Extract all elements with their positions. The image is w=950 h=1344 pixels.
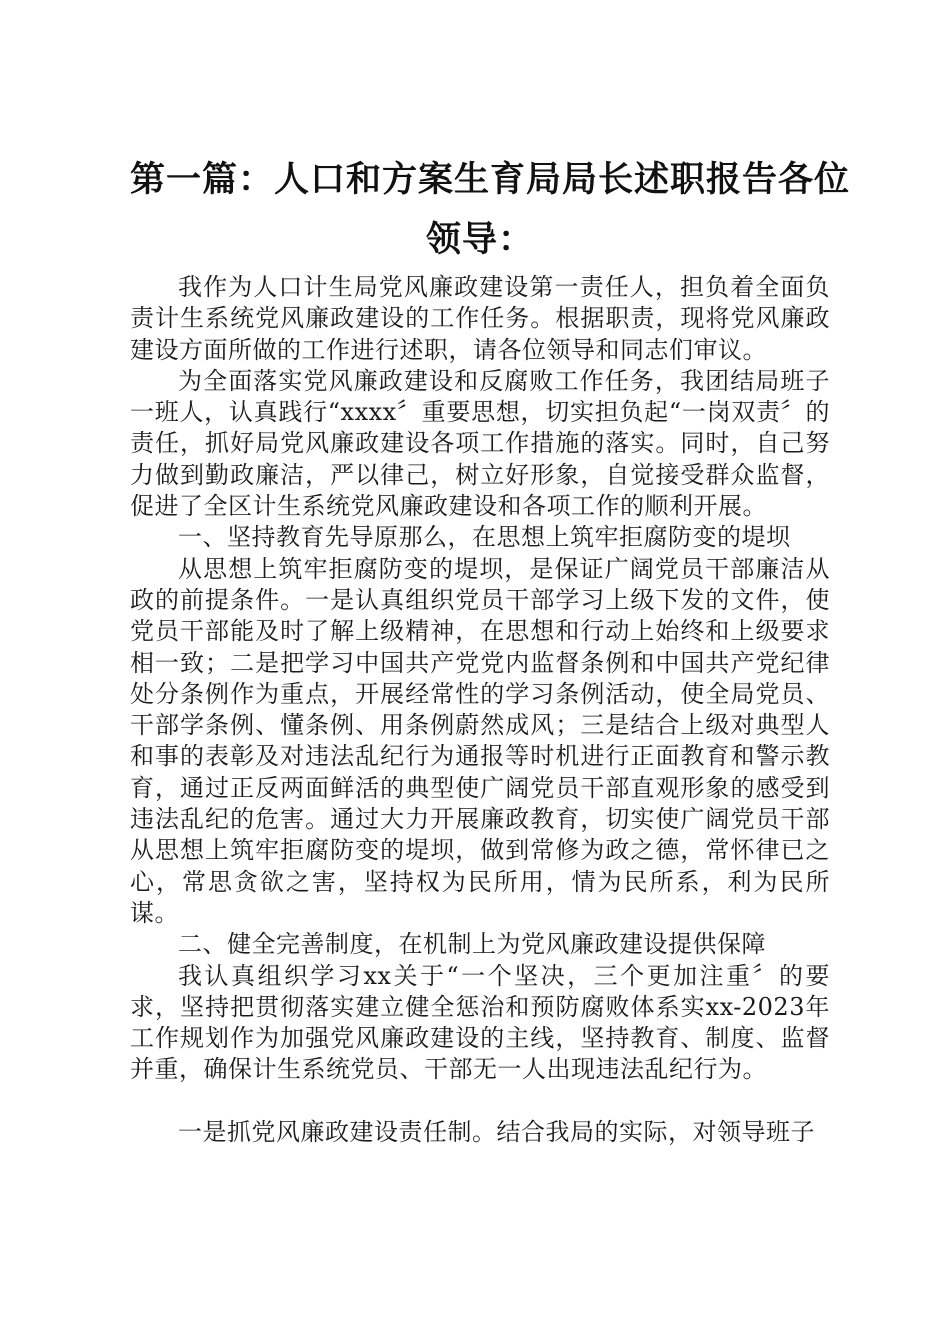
- paragraph-responsibility: 一是抓党风廉政建设责任制。结合我局的实际，对领导班子: [178, 1117, 815, 1146]
- section-heading-1: 一、坚持教育先导原那么，在思想上筑牢拒腐防变的堤坝: [178, 523, 791, 552]
- paragraph-system: 我认真组织学习xx关于“一个坚决，三个更加注重〞的要求，坚持把贯彻落实建立健全惩治和预防腐败体系实xx-2023年工作规划作为加强党风廉政建设的主线，坚持教育、制度、监督并重，确保计生系统党员、干部无一人出现违法乱纪行为。: [130, 961, 830, 1084]
- document-title: [130, 150, 851, 270]
- title-line-1: 第一篇：人口和方案生育局局长述职报告各位: [130, 160, 851, 200]
- document-page: [130, 150, 851, 1148]
- paragraph-intro: 我作为人口计生局党风廉政建设第一责任人，担负着全面负责计生系统党风廉政建设的工作任务。根据职责，现将党风廉政建设方面所做的工作进行述职，请各位领导和同志们审议。: [130, 273, 830, 364]
- title-line-2: 领导：: [425, 220, 534, 260]
- paragraph-education: 从思想上筑牢拒腐防变的堤坝，是保证广阔党员干部廉洁从政的前提条件。一是认真组织党员干部学习上级下发的文件，使党员干部能及时了解上级精神，在思想和行动上始终和上级要求相一致；二是把学习中国共产党党内监督条例和中国共产党纪律处分条例作为重点，开展经常性的学习条例活动，使全局党员、干部学条例、懂条例、用条例蔚然成风；三是结合上级对典型人和事的表彰及对违法乱纪行为通报等时机进行正面教育和警示教育，通过正反两面鲜活的典型使广阔党员干部直观形象的感受到违法乱纪的危害。通过大力开展廉政教育，切实使广阔党员干部从思想上筑牢拒腐防变的堤坝，做到常修为政之德，常怀律已之心，常思贪欲之害，坚持权为民所用，情为民所系，利为民所谋。: [130, 554, 830, 927]
- section-heading-2: 二、健全完善制度，在机制上为党风廉政建设提供保障: [178, 930, 766, 959]
- paragraph-overview: 为全面落实党风廉政建设和反腐败工作任务，我团结局班子一班人，认真践行“xxxx〞重要思想，切实担负起“一岗双责〞的责任，抓好局党风廉政建设各项工作措施的落实。同时，自己努力做到勤政廉洁，严以律己，树立好形象，自觉接受群众监督，促进了全区计生系统党风廉政建设和各项工作的顺利开展。: [130, 366, 830, 521]
- document-body: [130, 272, 830, 1148]
